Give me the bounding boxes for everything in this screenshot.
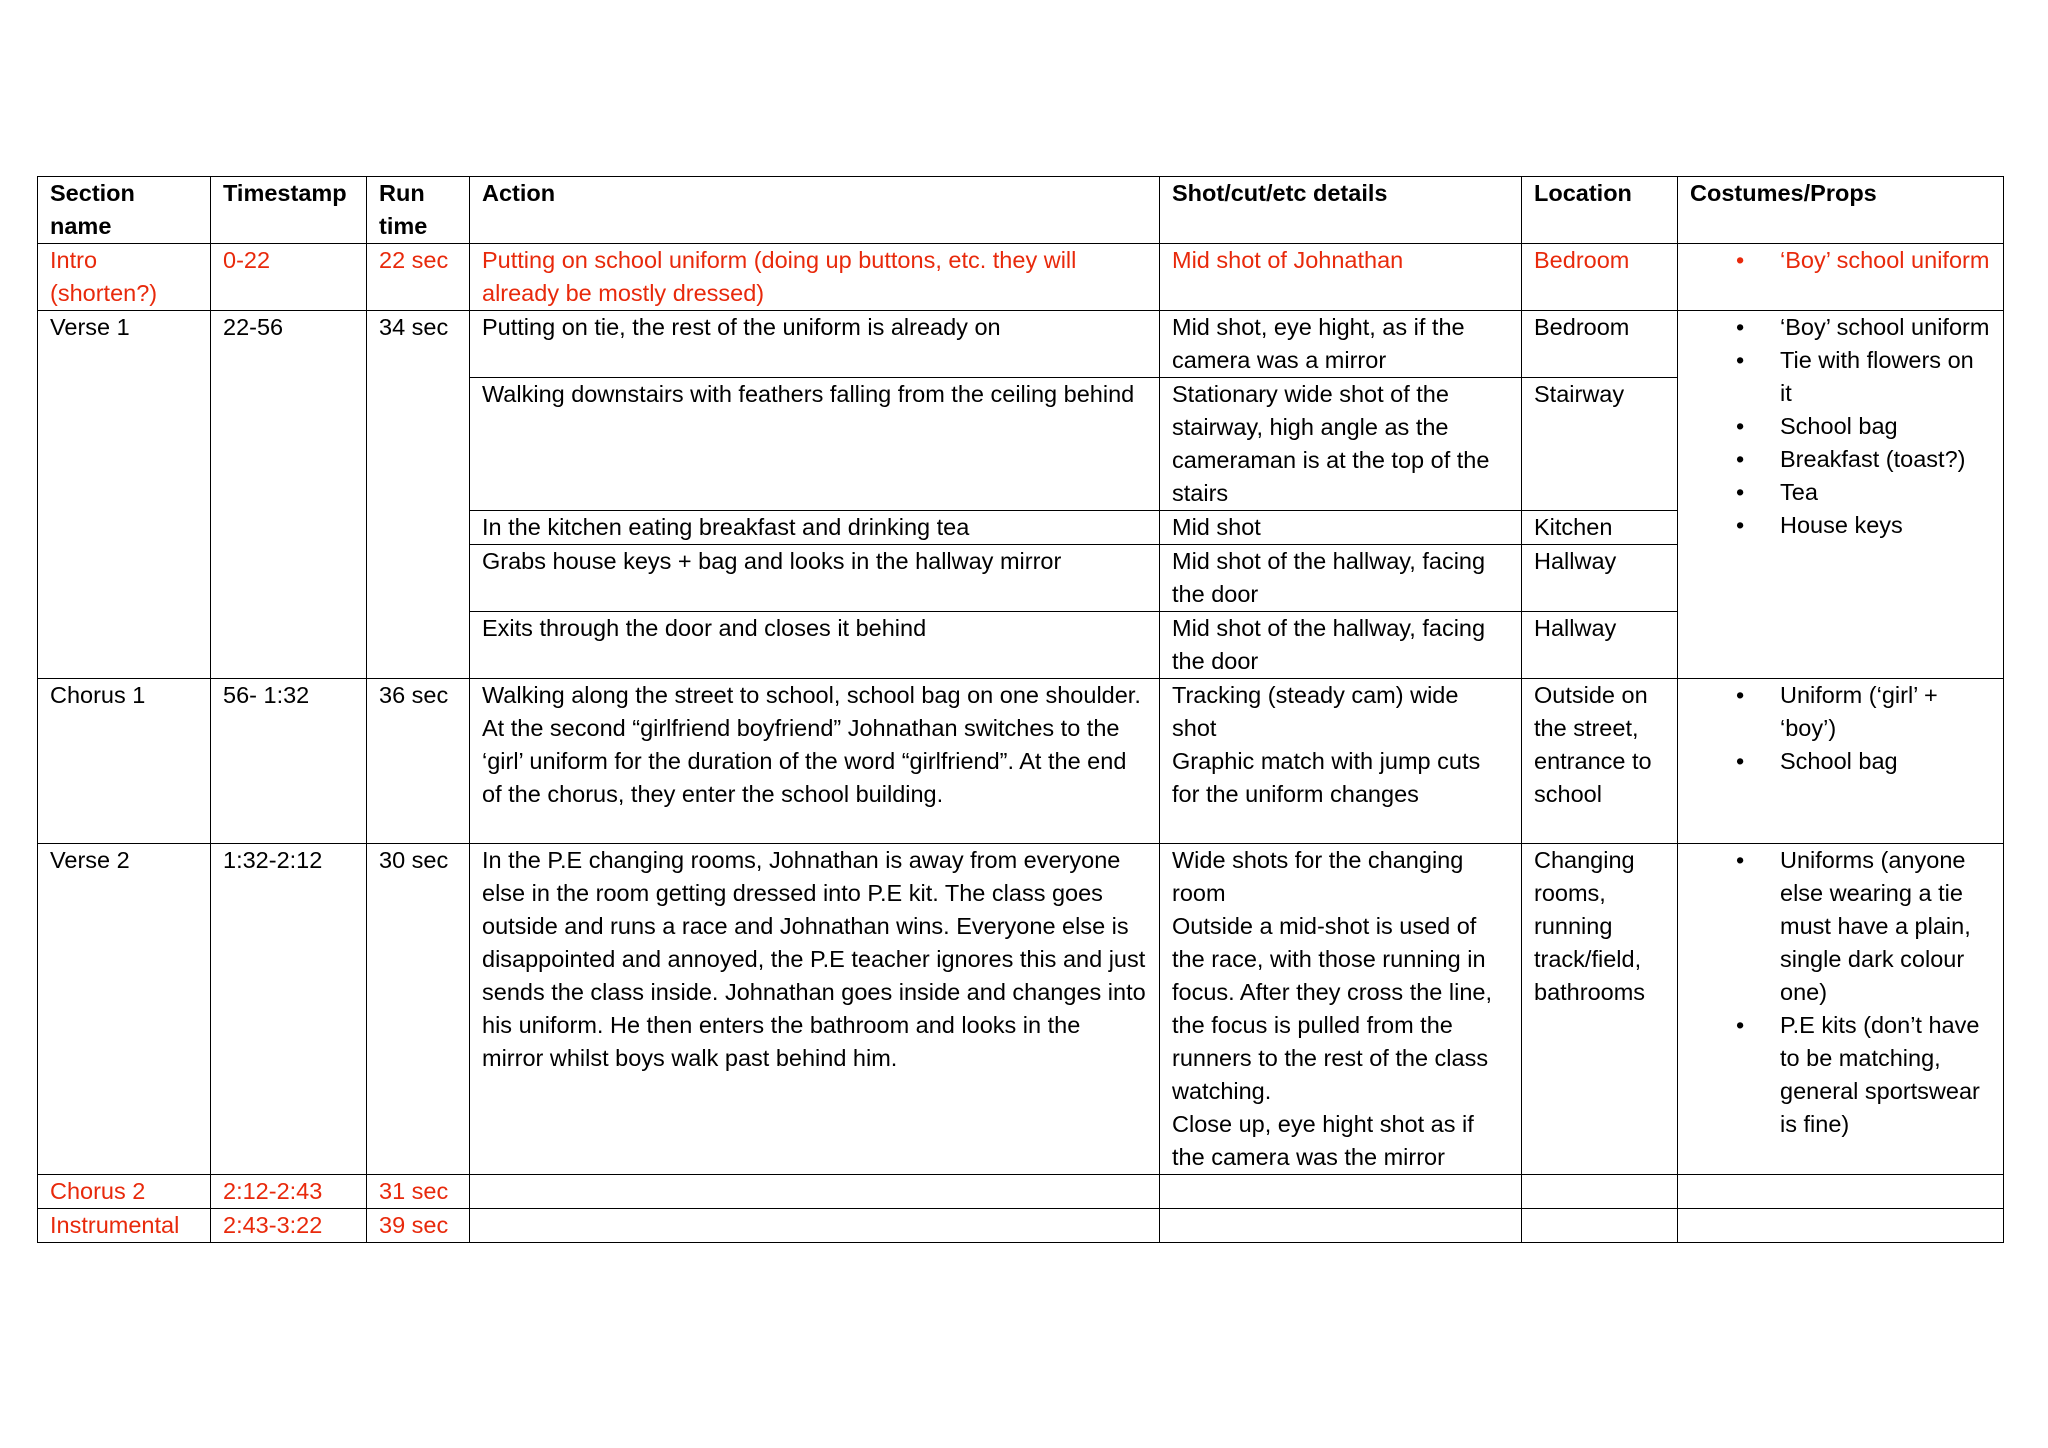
props-list xyxy=(1690,311,1991,542)
cell-section: Chorus 1 xyxy=(38,679,211,844)
cell-location: Outside on the street, entrance to school xyxy=(1522,679,1678,844)
cell-action: In the P.E changing rooms, Johnathan is away from everyone else in the room getting dressed into P.E kit. The class goes outside and runs a race and Johnathan wins. Everyone else is disappointed and annoyed, the P.E teacher ignores this and just sends the class inside. Johnathan goes inside and changes into his uniform. He then enters the bathroom and looks in the mirror whilst boys walk past behind him. xyxy=(470,844,1160,1175)
table-row-instrumental xyxy=(38,1209,2004,1243)
cell-section: Verse 1 xyxy=(38,311,211,679)
props-list-item: • Tie with flowers on it xyxy=(1690,344,1991,410)
cell-shot-details: Mid shot of the hallway, facing the door xyxy=(1160,545,1522,612)
cell-location xyxy=(1522,1175,1678,1209)
cell-section: Chorus 2 xyxy=(38,1175,211,1209)
cell-shot-details: Mid shot of Johnathan xyxy=(1160,244,1522,311)
cell-location: Hallway xyxy=(1522,545,1678,612)
table-row-chorus1 xyxy=(38,679,2004,844)
cell-shot-details: Wide shots for the changing room Outside a mid-shot is used of the race, with those running in focus. After they cross the line, the focus is pulled from the runners to the rest of the class watching. Close up, eye hight shot as if the camera was the mirror xyxy=(1160,844,1522,1175)
cell-action xyxy=(470,1175,1160,1209)
props-list-item: • School bag xyxy=(1690,410,1991,443)
cell-costumes-props xyxy=(1678,844,2004,1175)
cell-shot-details: Mid shot xyxy=(1160,511,1522,545)
cell-action: Putting on school uniform (doing up buttons, etc. they will already be mostly dressed) xyxy=(470,244,1160,311)
cell-timestamp: 56- 1:32 xyxy=(211,679,367,844)
cell-action: Exits through the door and closes it behind xyxy=(470,612,1160,679)
cell-shot-details: Mid shot, eye hight, as if the camera was a mirror xyxy=(1160,311,1522,378)
cell-timestamp: 0-22 xyxy=(211,244,367,311)
cell-action: Putting on tie, the rest of the uniform is already on xyxy=(470,311,1160,378)
props-list-item: • School bag xyxy=(1690,745,1991,778)
table-row-verse1 xyxy=(38,311,2004,378)
props-list-item: • Uniform (‘girl’ + ‘boy’) xyxy=(1690,679,1991,745)
props-list xyxy=(1690,679,1991,778)
props-list-item: • ‘Boy’ school uniform xyxy=(1690,311,1991,344)
cell-run-time: 31 sec xyxy=(367,1175,470,1209)
cell-location: Stairway xyxy=(1522,378,1678,511)
props-list-item: • House keys xyxy=(1690,509,1991,542)
cell-run-time: 34 sec xyxy=(367,311,470,679)
cell-costumes-props xyxy=(1678,311,2004,679)
cell-timestamp: 22-56 xyxy=(211,311,367,679)
cell-costumes-props xyxy=(1678,679,2004,844)
cell-run-time: 22 sec xyxy=(367,244,470,311)
cell-costumes-props xyxy=(1678,1175,2004,1209)
cell-action xyxy=(470,1209,1160,1243)
cell-run-time: 36 sec xyxy=(367,679,470,844)
cell-shot-details: Mid shot of the hallway, facing the door xyxy=(1160,612,1522,679)
header-row xyxy=(38,177,2004,244)
cell-location: Bedroom xyxy=(1522,244,1678,311)
header-shot-details: Shot/cut/etc details xyxy=(1160,177,1522,244)
cell-timestamp: 2:43-3:22 xyxy=(211,1209,367,1243)
cell-action: Grabs house keys + bag and looks in the hallway mirror xyxy=(470,545,1160,612)
cell-shot-details: Tracking (steady cam) wide shot Graphic match with jump cuts for the uniform changes xyxy=(1160,679,1522,844)
cell-section: Instrumental xyxy=(38,1209,211,1243)
cell-run-time: 30 sec xyxy=(367,844,470,1175)
props-list-item: • Uniforms (anyone else wearing a tie must have a plain, single dark colour one) xyxy=(1690,844,1991,1009)
storyboard-table xyxy=(37,176,2004,1243)
props-list-item: • P.E kits (don’t have to be matching, general sportswear is fine) xyxy=(1690,1009,1991,1141)
header-action: Action xyxy=(470,177,1160,244)
cell-costumes-props xyxy=(1678,244,2004,311)
cell-section: Intro (shorten?) xyxy=(38,244,211,311)
cell-timestamp: 1:32-2:12 xyxy=(211,844,367,1175)
header-section-name: Section name xyxy=(38,177,211,244)
cell-action: Walking downstairs with feathers falling from the ceiling behind xyxy=(470,378,1160,511)
props-list-item: • Breakfast (toast?) xyxy=(1690,443,1991,476)
header-costumes-props: Costumes/Props xyxy=(1678,177,2004,244)
cell-costumes-props xyxy=(1678,1209,2004,1243)
cell-shot-details: Stationary wide shot of the stairway, high angle as the cameraman is at the top of the stairs xyxy=(1160,378,1522,511)
cell-location: Kitchen xyxy=(1522,511,1678,545)
cell-location xyxy=(1522,1209,1678,1243)
header-timestamp: Timestamp xyxy=(211,177,367,244)
table-row-chorus2 xyxy=(38,1175,2004,1209)
cell-action: In the kitchen eating breakfast and drinking tea xyxy=(470,511,1160,545)
props-list xyxy=(1690,844,1991,1141)
cell-location: Hallway xyxy=(1522,612,1678,679)
cell-action: Walking along the street to school, school bag on one shoulder. At the second “girlfriend boyfriend” Johnathan switches to the ‘girl’ uniform for the duration of the word “girlfriend”. At the end of the chorus, they enter the school building. xyxy=(470,679,1160,844)
header-location: Location xyxy=(1522,177,1678,244)
props-list-item: • Tea xyxy=(1690,476,1991,509)
props-list-item: • ‘Boy’ school uniform xyxy=(1690,244,1991,277)
cell-location: Bedroom xyxy=(1522,311,1678,378)
header-run-time: Run time xyxy=(367,177,470,244)
cell-section: Verse 2 xyxy=(38,844,211,1175)
cell-location: Changing rooms, running track/field, bathrooms xyxy=(1522,844,1678,1175)
table-row-verse2 xyxy=(38,844,2004,1175)
cell-shot-details xyxy=(1160,1209,1522,1243)
cell-shot-details xyxy=(1160,1175,1522,1209)
table-row-intro xyxy=(38,244,2004,311)
cell-run-time: 39 sec xyxy=(367,1209,470,1243)
cell-timestamp: 2:12-2:43 xyxy=(211,1175,367,1209)
props-list xyxy=(1690,244,1991,277)
